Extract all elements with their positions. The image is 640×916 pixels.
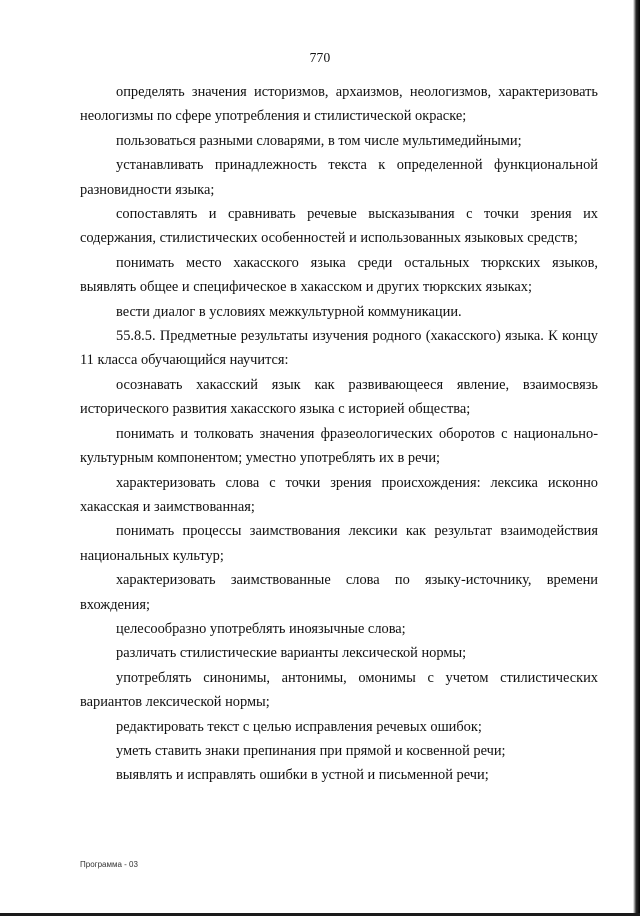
paragraph: употреблять синонимы, антонимы, омонимы с учетом стилистических вариантов лексической нормы;	[80, 669, 598, 711]
paragraph: осознавать хакасский язык как развивающееся явление, взаимосвязь исторического развития хакасского языка с историей общества;	[80, 376, 598, 418]
paragraph: уметь ставить знаки препинания при прямой и косвенной речи;	[116, 742, 506, 759]
paragraph: редактировать текст с целью исправления речевых ошибок;	[116, 718, 482, 735]
paragraph: понимать и толковать значения фразеологических оборотов с национально-культурным компонентом; уместно употреблять их в речи;	[80, 425, 598, 467]
paragraph: выявлять и исправлять ошибки в устной и письменной речи;	[116, 767, 489, 784]
page-number: 770	[309, 50, 331, 65]
paragraph: целесообразно употреблять иноязычные слова;	[116, 620, 406, 637]
paragraph: понимать процессы заимствования лексики как результат взаимодействия национальных культур;	[80, 523, 598, 564]
paragraph: понимать место хакасского языка среди остальных тюркских языков, выявлять общее и специфическое в хакасском и других тюркских языках;	[80, 254, 598, 296]
document-body	[80, 80, 598, 788]
paragraph: вести диалог в условиях межкультурной коммуникации.	[116, 303, 462, 320]
scan-edge-right	[633, 0, 640, 916]
paragraph: сопоставлять и сравнивать речевые высказывания с точки зрения их содержания, стилистических особенностей и использованных языковых средств;	[80, 206, 598, 247]
footer-note: Программа - 03	[80, 860, 138, 869]
paragraph: пользоваться разными словарями, в том числе мультимедийными;	[116, 132, 522, 149]
section-heading-paragraph: 55.8.5. Предметные результаты изучения родного (хакасского) языка. К концу 11 класса обучающийся научится:	[80, 328, 598, 369]
paragraph: устанавливать принадлежность текста к определенной функциональной разновидности языка;	[80, 157, 598, 198]
paragraph: различать стилистические варианты лексической нормы;	[116, 645, 467, 662]
paragraph: характеризовать заимствованные слова по языку-источнику, времени вхождения;	[80, 572, 598, 613]
paragraph: характеризовать слова с точки зрения происхождения: лексика исконно хакасская и заимствованная;	[80, 474, 598, 515]
paragraph: определять значения историзмов, архаизмов, неологизмов, характеризовать неологизмы по сфере употребления и стилистической окраске;	[80, 84, 598, 125]
